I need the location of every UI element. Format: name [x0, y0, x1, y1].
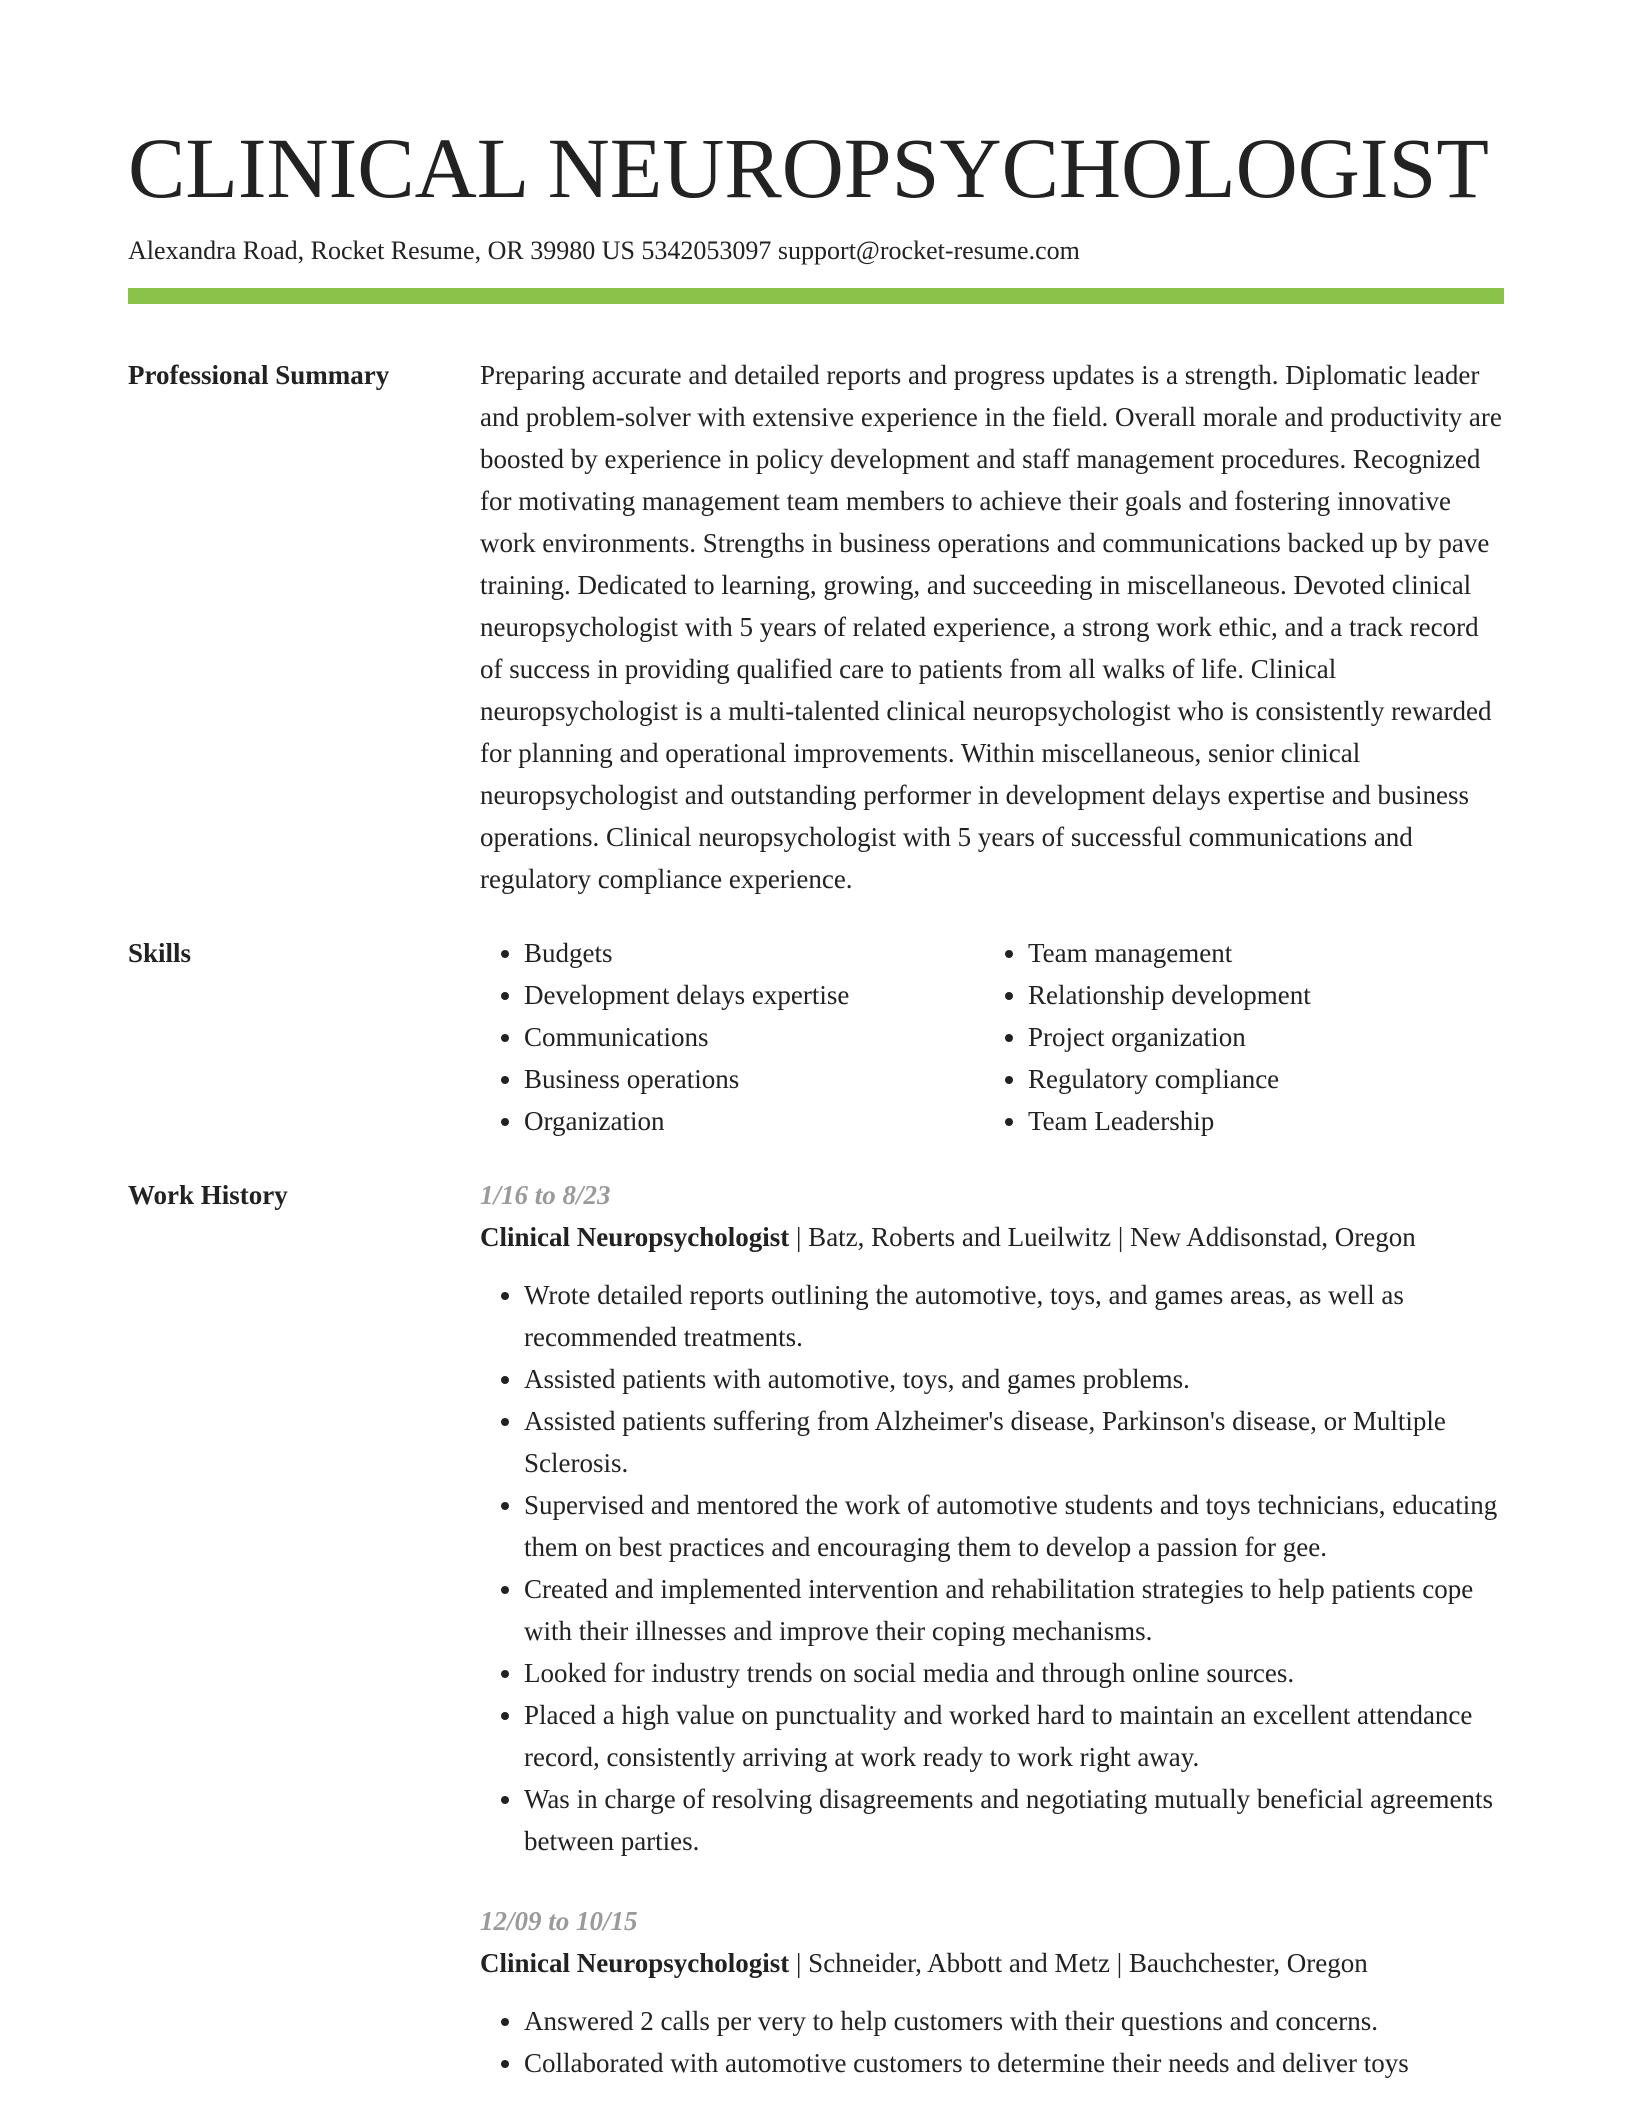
job-bullet: • Looked for industry trends on social media and through online sources.	[524, 1652, 1504, 1694]
skill-item: • Team Leadership	[1028, 1100, 1488, 1142]
section-label-summary: Professional Summary	[128, 360, 390, 390]
resume-page	[128, 0, 1504, 2084]
work-history-body	[480, 1174, 1504, 2084]
skill-item: • Organization	[524, 1100, 984, 1142]
job-heading	[480, 1216, 1504, 1258]
accent-divider	[128, 288, 1504, 304]
job-bullet: • Collaborated with automotive customers to determine their needs and deliver toys	[524, 2042, 1504, 2084]
skill-item: • Business operations	[524, 1058, 984, 1100]
job-bullet: • Assisted patients with automotive, toys, and games problems.	[524, 1358, 1504, 1400]
skill-item: • Team management	[1028, 932, 1488, 974]
job-title: Clinical Neuropsychologist	[480, 1222, 790, 1252]
skill-item: • Relationship development	[1028, 974, 1488, 1016]
job-bullet: • Was in charge of resolving disagreements and negotiating mutually beneficial agreements between parties.	[524, 1778, 1504, 1862]
skill-item: • Communications	[524, 1016, 984, 1058]
section-label-work-history: Work History	[128, 1180, 288, 1210]
contact-line: Alexandra Road, Rocket Resume, OR 39980 US 5342053097 support@rocket-resume.com	[128, 236, 1080, 265]
skill-item: • Development delays expertise	[524, 974, 984, 1016]
job-employer-location: | Batz, Roberts and Lueilwitz | New Addisonstad, Oregon	[789, 1222, 1416, 1252]
summary-text: Preparing accurate and detailed reports and progress updates is a strength. Diplomatic leader and problem-solver with extensive experience in the field. Overall morale and productivity are boosted by experience in policy development and staff management procedures. Recognized for motivating management team members to achieve their goals and fostering innovative work environments. Strengths in business operations and communications backed up by pave training. Dedicated to learning, growing, and succeeding in miscellaneous. Devoted clinical neuropsychologist with 5 years of related experience, a strong work ethic, and a track record of success in providing qualified care to patients from all walks of life. Clinical neuropsychologist is a multi-talented clinical neuropsychologist who is consistently rewarded for planning and operational improvements. Within miscellaneous, senior clinical neuropsychologist and outstanding performer in development delays expertise and business operations. Clinical neuropsychologist with 5 years of successful communications and regulatory compliance experience.	[480, 360, 1502, 894]
resume-title: CLINICAL NEUROPSYCHOLOGIST	[128, 120, 1489, 216]
job-bullet: • Created and implemented intervention and rehabilitation strategies to help patients cope with their illnesses and improve their coping mechanisms.	[524, 1568, 1504, 1652]
job-bullet: • Supervised and mentored the work of automotive students and toys technicians, educating them on best practices and encouraging them to develop a passion for gee.	[524, 1484, 1504, 1568]
job-dates: 1/16 to 8/23	[480, 1180, 611, 1210]
job-bullet: • Placed a high value on punctuality and worked hard to maintain an excellent attendance record, consistently arriving at work ready to work right away.	[524, 1694, 1504, 1778]
skills-section	[128, 932, 1504, 1142]
job-dates: 12/09 to 10/15	[480, 1906, 638, 1936]
skill-item: • Project organization	[1028, 1016, 1488, 1058]
skill-item: • Regulatory compliance	[1028, 1058, 1488, 1100]
job-title: Clinical Neuropsychologist	[480, 1948, 790, 1978]
summary-body	[480, 354, 1504, 900]
skills-body	[480, 932, 1504, 1142]
skills-list-right	[984, 932, 1488, 1142]
job-heading	[480, 1942, 1504, 1984]
job-entry	[480, 1900, 1504, 2084]
skills-columns	[480, 932, 1504, 1142]
summary-section	[128, 354, 1504, 900]
job-employer-location: | Schneider, Abbott and Metz | Bauchchester, Oregon	[789, 1948, 1368, 1978]
job-bullet-list	[480, 2000, 1504, 2084]
job-bullet: • Wrote detailed reports outlining the automotive, toys, and games areas, as well as recommended treatments.	[524, 1274, 1504, 1358]
skill-item: • Budgets	[524, 932, 984, 974]
skills-list-left	[480, 932, 984, 1142]
section-label-skills: Skills	[128, 938, 192, 968]
job-bullet-list	[480, 1274, 1504, 1862]
job-bullet: • Answered 2 calls per very to help customers with their questions and concerns.	[524, 2000, 1504, 2042]
work-history-section	[128, 1174, 1504, 2084]
job-entry	[480, 1174, 1504, 1862]
job-bullet: • Assisted patients suffering from Alzheimer's disease, Parkinson's disease, or Multiple Sclerosis.	[524, 1400, 1504, 1484]
